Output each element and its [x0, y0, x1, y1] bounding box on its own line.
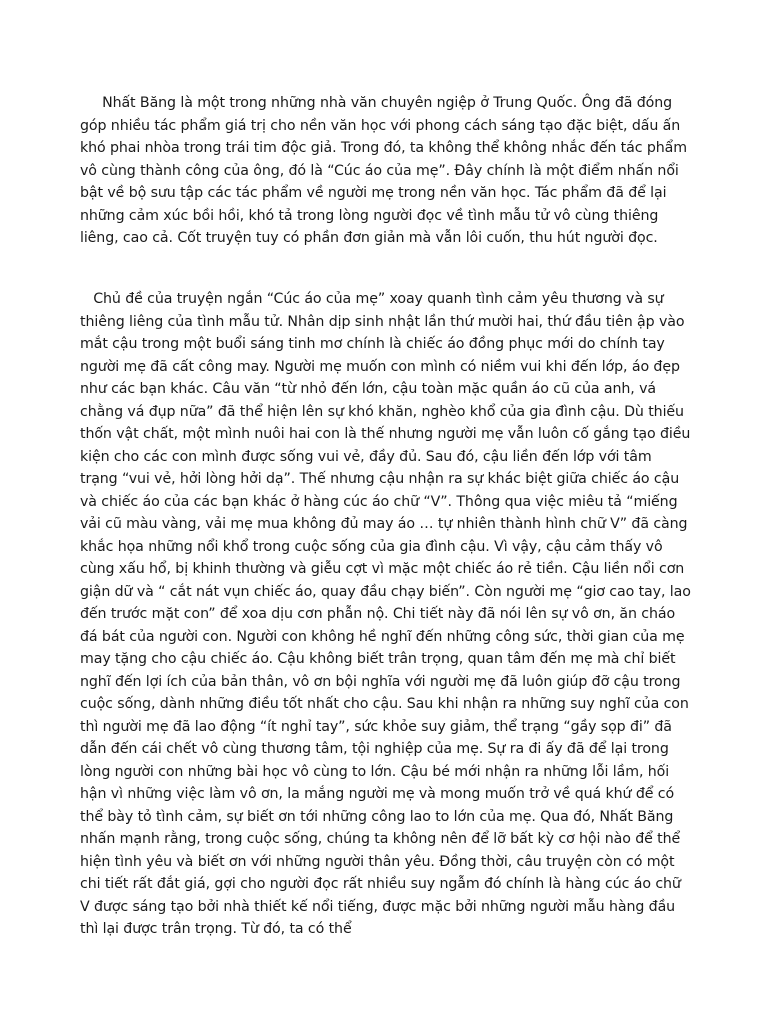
- body-paragraph: Chủ đề của truyện ngắn “Cúc áo của mẹ” xoay quanh tình cảm yêu thương và sự thiêng liêng của tình mẫu tử. Nhân dịp sinh nhật lần thứ mười hai, thứ đầu tiên ập vào mắt cậu trong một buổi sáng tinh mơ chính là chiếc áo đồng phục mới do chính tay người mẹ đã cất công may. Người mẹ muốn con mình có niềm vui khi đến lớp, áo đẹp như các bạn khác. Câu văn “từ nhỏ đến lớn, cậu toàn mặc quần áo cũ của anh, vá chằng vá đụp nữa” đã thể hiện lên sự khó khăn, nghèo khổ của gia đình cậu. Dù thiếu thốn vật chất, một mình nuôi hai con là thế nhưng người mẹ vẫn luôn cố gắng tạo điều kiện cho các con mình được sống vui vẻ, đầy đủ. Sau đó, cậu liền đến lớp với tâm trạng “vui vẻ, hởi lòng hởi dạ”. Thế nhưng cậu nhận ra sự khác biệt giữa chiếc áo cậu và chiếc áo của các bạn khác ở hàng cúc áo chữ “V”. Thông qua việc miêu tả “miếng vải cũ màu vàng, vải mẹ mua không đủ may áo … tự nhiên thành hình chữ V” đã càng khắc họa những nổi khổ trong cuộc sống của gia đình cậu. Vì vậy, cậu cảm thấy vô cùng xấu hổ, bị khinh thường và giễu cợt vì mặc một chiếc áo rẻ tiền. Cậu liền nổi cơn giận dữ và “ cắt nát vụn chiếc áo, quay đầu chạy biến”. Còn người mẹ “giơ cao tay, lao đến trước mặt con” để xoa dịu cơn phẫn nộ. Chi tiết này đã nói lên sự vô ơn, ăn cháo đá bát của người con. Người con không hề nghĩ đến những công sức, thời gian của mẹ may tặng cho cậu chiếc áo. Cậu không biết trân trọng, quan tâm đến mẹ mà chỉ biết nghĩ đến lợi ích của bản thân, vô ơn bội nghĩa với người mẹ đã luôn giúp đỡ cậu trong cuộc sống, dành những điều tốt nhất cho cậu. Sau khi nhận ra những suy nghĩ của con thì người mẹ đã lao động “ít nghỉ tay”, sức khỏe suy giảm, thể trạng “gầy sọp đi” đã dẫn đến cái chết vô cùng thương tâm, tội nghiệp của mẹ. Sự ra đi ấy đã để lại trong lòng người con những bài học vô cùng to lớn. Cậu bé mới nhận ra những lỗi lầm, hối hận vì những việc làm vô ơn, la mắng người mẹ và mong muốn trở về quá khứ để có thể bày tỏ tình cảm, sự biết ơn tới những công lao to lớn của mẹ. Qua đó, Nhất Băng nhấn mạnh rằng, trong cuộc sống, chúng ta không nên để lỡ bất kỳ cơ hội nào để thể hiện tình yêu và biết ơn với những người thân yêu. Đồng thời, câu truyện còn có một chi tiết rất đắt giá, gợi cho người đọc rất nhiều suy ngẫm đó chính là hàng cúc áo chữ V được sáng tạo bởi nhà thiết kế nổi tiếng, được mặc bởi những người mẫu hàng đầu thì lại được trân trọng. Từ đó, ta có thể: [80, 291, 696, 937]
- intro-paragraph: Nhất Băng là một trong những nhà văn chuyên ngiệp ở Trung Quốc. Ông đã đóng góp nhiều tác phẩm giá trị cho nền văn học với phong cách sáng tạo đặc biệt, dấu ấn khó phai nhòa trong trái tim độc giả. Trong đó, ta không thể không nhắc đến tác phẩm vô cùng thành công của ông, đó là “Cúc áo của mẹ”. Đây chính là một điểm nhấn nổi bật về bộ sưu tập các tác phẩm về người mẹ trong nền văn học. Tác phẩm đã để lại những cảm xúc bồi hồi, khó tả trong lòng người đọc về tình mẫu tử vô cùng thiêng liêng, cao cả. Cốt truyện tuy có phần đơn giản mà vẫn lôi cuốn, thu hút người đọc.: [80, 95, 692, 246]
